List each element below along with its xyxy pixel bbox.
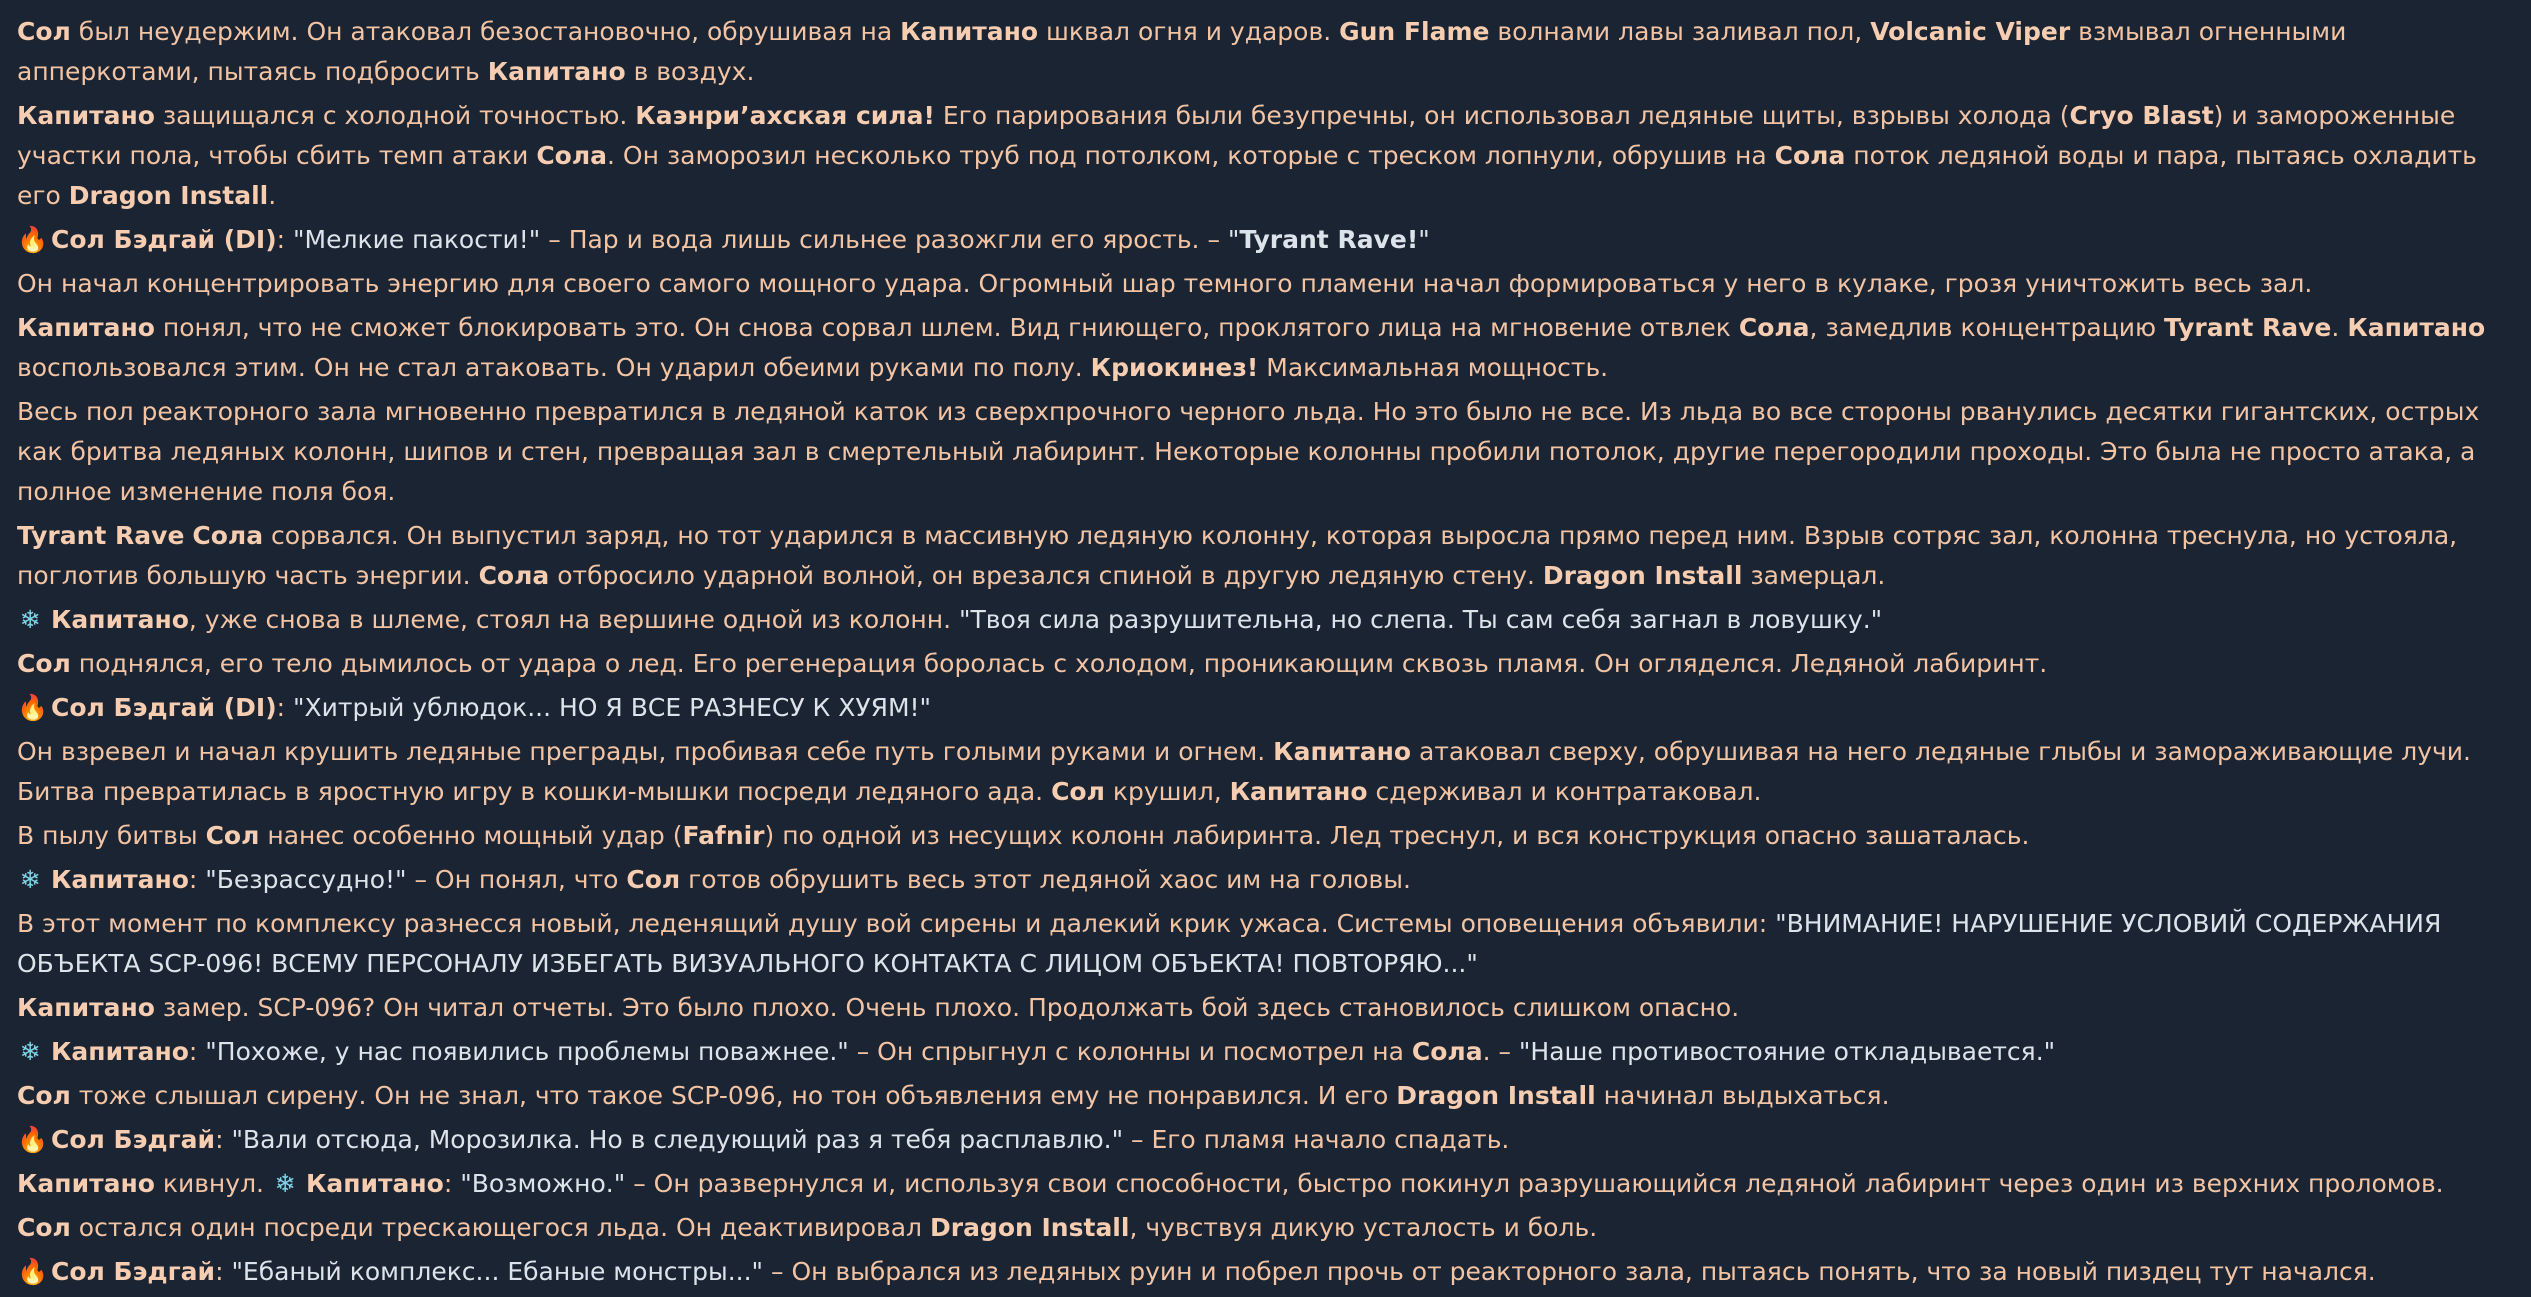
story-text: готов обрушить весь этот ледяной хаос им на головы. (680, 865, 1411, 894)
bold-text: Сол (205, 821, 260, 850)
bold-text: Капитано (17, 313, 155, 342)
story-text: кивнул. (154, 1169, 272, 1198)
story-text: Его парирования были безупречны, он использовал ледяные щиты, взрывы холода ( (934, 101, 2070, 130)
bold-text: Dragon Install (929, 1213, 1130, 1242)
bold-text: Капитано (51, 1037, 189, 1066)
quote-text: "Вали отсюда, Морозилка. Но в следующий раз я тебя расплавлю." (231, 1125, 1124, 1154)
bold-text: Сола (536, 141, 608, 170)
bold-text: Капитано (487, 57, 626, 86)
quote-text: "Безрассудно!" (205, 865, 407, 894)
story-text: . – (1482, 1037, 1519, 1066)
bold-text: Cryo Blast (2069, 101, 2214, 130)
fire-icon: 🔥 (17, 1125, 49, 1154)
quote-text: "Наше противостояние откладывается." (1518, 1037, 2056, 1066)
bold-text: Fafnir (682, 821, 765, 850)
bold-text: Сол Бэдгай (51, 1125, 216, 1154)
story-text: начинал выдыхаться. (1595, 1081, 1890, 1110)
story-text: ) и замороженные участки пола, чтобы сбить темп атаки (17, 101, 2456, 170)
story-text: Он взревел и начал крушить ледяные преграды, пробивая себе путь голыми руками и огнем. (17, 737, 1274, 766)
story-text: , замедлив концентрацию (1809, 313, 2164, 342)
story-text: – Его пламя начало спадать. (1123, 1125, 1510, 1154)
chat-message-body (17, 12, 2517, 1296)
bold-text: Сола (1738, 313, 1810, 342)
story-text: : (188, 865, 206, 894)
bold-text: Сол (17, 649, 71, 678)
story-text: . Он заморозил несколько труб под потолком, которые с треском лопнули, обрушив на (607, 141, 1775, 170)
story-text: поднялся, его тело дымилось от удара о лед. Его регенерация боролась с холодом, проникающим сквозь пламя. Он огляделся. Ледяной лабиринт. (70, 649, 2048, 678)
snow-icon: ❄ (274, 1169, 296, 1198)
bold-text: Сол (17, 17, 71, 46)
story-text: , чувствуя дикую усталость и боль. (1129, 1213, 1598, 1242)
story-text: сдерживал и контратаковал. (1367, 777, 1762, 806)
quote-text: "Ебаный комплекс... Ебаные монстры..." (231, 1257, 764, 1286)
bold-text: Volcanic Viper (1870, 17, 2071, 46)
story-text: был неудержим. Он атаковал безостановочно, обрушивая на (70, 17, 901, 46)
story-paragraph (17, 1208, 2517, 1248)
story-paragraph (17, 1032, 2517, 1072)
story-paragraph (17, 392, 2517, 512)
story-text: замерцал. (1742, 561, 1886, 590)
bold-text: Сола (1411, 1037, 1483, 1066)
story-text: поток ледяной воды и пара, пытаясь охладить его (17, 141, 2477, 210)
story-text: сорвался. Он выпустил заряд, но тот ударился в массивную ледяную колонну, которая выросла прямо перед ним. Взрыв сотряс зал, колонна треснула, но устояла, поглотив большую часть энергии. (17, 521, 2458, 590)
bold-text: Капитано (900, 17, 1039, 46)
story-paragraph (17, 516, 2517, 596)
bold-text: Капитано (1229, 777, 1368, 806)
fire-icon: 🔥 (17, 225, 49, 254)
bold-text: Сол (17, 1213, 71, 1242)
story-text: : (443, 1169, 461, 1198)
bold-text: Капитано (51, 865, 189, 894)
story-text: остался один посреди трескающегося льда. Он деактивировал (70, 1213, 930, 1242)
story-text: волнами лавы заливал пол, (1489, 17, 1871, 46)
story-paragraph (17, 988, 2517, 1028)
story-paragraph (17, 860, 2517, 900)
story-text: шквал огня и ударов. (1038, 17, 1340, 46)
story-paragraph (17, 816, 2517, 856)
story-text: В пылу битвы (17, 821, 206, 850)
snow-icon: ❄ (19, 1037, 41, 1066)
snow-icon: ❄ (19, 605, 41, 634)
bold-text: Dragon Install (68, 181, 269, 210)
story-text: – Он выбрался из ледяных руин и побрел прочь от реакторного зала, пытаясь понять, что за новый пиздец тут начался. (763, 1257, 2376, 1286)
story-paragraph (17, 1120, 2517, 1160)
bold-text: Капитано (17, 101, 155, 130)
story-paragraph (17, 264, 2517, 304)
story-text: отбросило ударной волной, он врезался спиной в другую ледяную стену. (549, 561, 1543, 590)
bold-text: Каэнри’ахская сила! (635, 101, 935, 130)
story-paragraph (17, 1076, 2517, 1116)
bold-text: Сол Бэдгай (51, 1257, 216, 1286)
story-text: защищался с холодной точностью. (154, 101, 636, 130)
bold-text: Tyrant Rave (17, 521, 185, 550)
story-text: воспользовался этим. Он не стал атаковать. Он ударил обеими руками по полу. (17, 353, 1091, 382)
quote-text: "Хитрый ублюдок... НО Я ВСЕ РАЗНЕСУ К ХУЯМ!" (293, 693, 932, 722)
bold-text: Tyrant Rave (2163, 313, 2332, 342)
story-text: – Пар и вода лишь сильнее разожгли его ярость. – (540, 225, 1228, 254)
story-paragraph (17, 220, 2517, 260)
quote-text: "Похоже, у нас появились проблемы поважнее." (205, 1037, 849, 1066)
story-text: . (268, 181, 277, 210)
bold-text: Сол Бэдгай (DI) (51, 693, 277, 722)
story-text: тоже слышал сирену. Он не знал, что такое SCP-096, но тон объявления ему не понравился. И его (70, 1081, 1397, 1110)
story-text: : (276, 693, 294, 722)
bold-text: Капитано (51, 605, 189, 634)
story-text: – Он развернулся и, используя свои способности, быстро покинул разрушающийся ледяной лабиринт через один из верхних проломов. (625, 1169, 2444, 1198)
story-text: понял, что не сможет блокировать это. Он снова сорвал шлем. Вид гниющего, проклятого лица на мгновение отвлек (154, 313, 1739, 342)
bold-text: Криокинез! (1090, 353, 1259, 382)
story-text: Максимальная мощность. (1258, 353, 1609, 382)
bold-text: Капитано (305, 1169, 444, 1198)
bold-text: Капитано (1273, 737, 1412, 766)
bold-text: Сол (17, 1081, 71, 1110)
story-text: : (215, 1257, 232, 1286)
quote-text: " (1418, 225, 1430, 254)
story-text: замер. SCP-096? Он читал отчеты. Это было плохо. Очень плохо. Продолжать бой здесь становилось слишком опасно. (154, 993, 1740, 1022)
story-text: крушил, (1104, 777, 1230, 806)
bold-text: Сола (192, 521, 264, 550)
fire-icon: 🔥 (17, 1257, 49, 1286)
story-paragraph (17, 688, 2517, 728)
quote-text: "ВНИМАНИЕ! НАРУШЕНИЕ УСЛОВИЙ СОДЕРЖАНИЯ ОБЪЕКТА SCP-096! ВСЕМУ ПЕРСОНАЛУ ИЗБЕГАТЬ ВИЗУАЛЬНОГО КОНТАКТА С ЛИЦОМ ОБЪЕКТА! ПОВТОРЯЮ..." (17, 909, 2442, 978)
story-paragraph (17, 1252, 2517, 1292)
story-text: : (215, 1125, 232, 1154)
bold-text: Tyrant Rave! (1239, 225, 1419, 254)
bold-text: Капитано (17, 993, 155, 1022)
story-paragraph (17, 644, 2517, 684)
bold-text: Капитано (2347, 313, 2486, 342)
fire-icon: 🔥 (17, 693, 49, 722)
snow-icon: ❄ (19, 865, 41, 894)
story-text: Весь пол реакторного зала мгновенно превратился в ледяной каток из сверхпрочного черного льда. Но это было не все. Из льда во все стороны рванулись десятки гигантских, острых как бритва ледяных колонн, шипов и стен, превращая зал в смертельный лабиринт. Некоторые колонны пробили потолок, другие перегородили проходы. Это была не просто атака, а полное изменение поля боя. (17, 397, 2480, 506)
story-paragraph (17, 12, 2517, 92)
story-text: . (2331, 313, 2348, 342)
bold-text: Сола (478, 561, 550, 590)
story-text: ) по одной из несущих колонн лабиринта. Лед треснул, и вся конструкция опасно зашаталась. (764, 821, 2030, 850)
story-text: – Он спрыгнул с колонны и посмотрел на (848, 1037, 1412, 1066)
quote-text: "Возможно." (460, 1169, 626, 1198)
bold-text: Сол Бэдгай (DI) (51, 225, 277, 254)
story-paragraph (17, 732, 2517, 812)
quote-text: "Твоя сила разрушительна, но слепа. Ты сам себя загнал в ловушку." (959, 605, 1883, 634)
story-text: в воздух. (625, 57, 755, 86)
bold-text: Dragon Install (1396, 1081, 1596, 1110)
story-paragraph (17, 904, 2517, 984)
story-text: , уже снова в шлеме, стоял на вершине одной из колонн. (188, 605, 959, 634)
story-paragraph (17, 308, 2517, 388)
bold-text: Сол (626, 865, 681, 894)
story-text: В этот момент по комплексу разнесся новый, леденящий душу вой сирены и далекий крик ужаса. Системы оповещения объявили: (17, 909, 1776, 938)
bold-text: Dragon Install (1542, 561, 1743, 590)
quote-text: "Мелкие пакости!" (293, 225, 541, 254)
story-text: Он начал концентрировать энергию для своего самого мощного удара. Огромный шар темного пламени начал формироваться у него в кулаке, грозя уничтожить весь зал. (17, 269, 2313, 298)
story-paragraph (17, 96, 2517, 216)
quote-text: " (1227, 225, 1240, 254)
story-paragraph (17, 600, 2517, 640)
story-text: взмывал огненными апперкотами, пытаясь подбросить (17, 17, 2347, 86)
bold-text: Капитано (17, 1169, 155, 1198)
story-text: нанес особенно мощный удар ( (259, 821, 683, 850)
story-text: : (276, 225, 294, 254)
story-text: атаковал сверху, обрушивая на него ледяные глыбы и замораживающие лучи. Битва превратилась в яростную игру в кошки-мышки посреди ледяного ада. (17, 737, 2471, 806)
bold-text: Gun Flame (1339, 17, 1490, 46)
story-paragraph (17, 1164, 2517, 1204)
story-text: – Он понял, что (406, 865, 627, 894)
story-text: : (188, 1037, 206, 1066)
bold-text: Сол (1051, 777, 1105, 806)
bold-text: Сола (1774, 141, 1846, 170)
